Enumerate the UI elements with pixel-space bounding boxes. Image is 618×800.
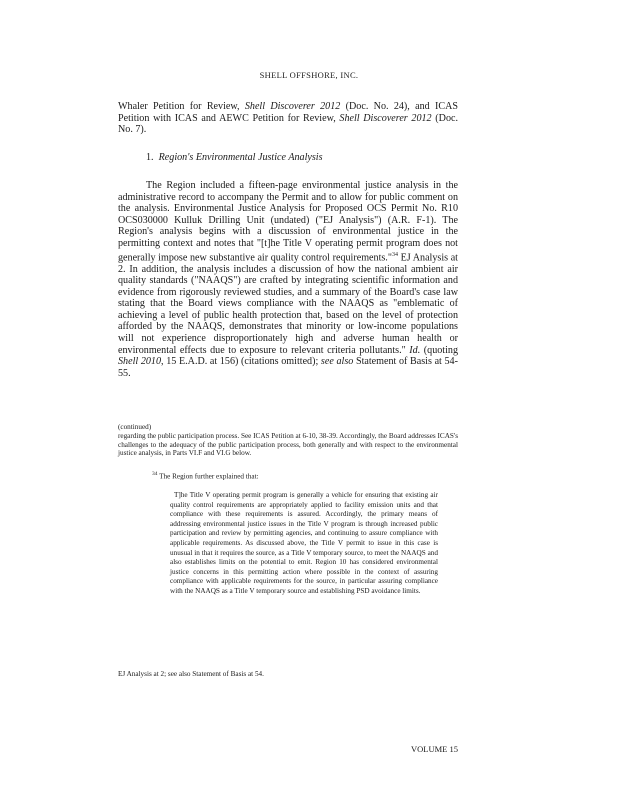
running-head: SHELL OFFSHORE, INC. [259,70,359,80]
see-also-signal: see also [320,356,354,368]
section-title: Region's Environmental Justice Analysis [158,152,323,163]
footnote-34-intro [152,470,452,481]
footnote-34-blockquote: T]he Title V operating permit program is generally a vehicle for ensuring that existing air quality control requirements are appropriately applied to facility emission units and that compliance with these requirements is assured. Accordingly, the primary means of addressing environmental justice issues in the Title V program is through increased public participation and review by permitting agencies, and continuing to assure compliance with applicable requirements. As discussed above, the Title V permit to issue in this case is unusual in that it requires the source, as a Title V temporary source, to meet the NAAQS and also establishes limits on the potential to emit. Region 10 has considered environmental justice concerns in this permitting action where possible in the context of assuring compliance with applicable requirements for the source, in particular assuring compliance with the NAAQS as a Title V temporary source and establishing PSD avoidance limits. [170,491,438,595]
case-name: Shell Discoverer 2012 [244,101,341,112]
paragraph-text-1: The Region included a fifteen-page environmental justice analysis in the administrative record to accompany the Permit and to allow for public comment on the analysis. Environmental Justice Analysis for Proposed OCS Permit No. R10 OCS030000 Kulluk Drilling Unit (undated) ("EJ Analysis") (A.R. F-1). The Region's analysis begins with a discussion of environmental justice in the permitting context and notes that "[t]he Title V operating permit program does not generally impose new substantive air quality control requirements." [118,180,458,263]
footnote-continued-text: regarding the public participation process. See ICAS Petition at 6-10, 38-39. Accordingly, the Board addresses ICAS's challenges to the adequacy of the public participation process, both generally and with respect to the environmental justice analysis, in Parts VI.F and VI.G below. [118,432,458,458]
paragraph-text-4: , 15 E.A.D. at 156) (citations omitted); [161,356,321,368]
intro-text-2: (Doc. No. 24), and ICAS Petition with ICAS and AEWC Petition for Review, [118,101,459,124]
intro-text-1: Whaler Petition for Review, [118,101,245,112]
case-name: Shell Discoverer 2012 [339,112,432,124]
footnote-continued-label: (continued) [118,423,152,431]
footnote-ref: 34 [391,251,398,258]
footnote-number: 34 [152,471,158,477]
body-paragraph [118,180,458,379]
id-signal: Id. [409,344,421,356]
volume-number: VOLUME 15 [411,744,458,754]
footnote-34-citation: EJ Analysis at 2; see also Statement of Basis at 54. [118,670,264,678]
section-heading [146,152,466,163]
intro-paragraph [118,101,458,136]
paragraph-text-5: Statement of Basis at 54-55. [118,356,458,379]
section-number: 1. [146,152,154,163]
footnote-34-intro-text: The Region further explained that: [159,472,259,481]
paragraph-text-3: (quoting [420,344,458,356]
paragraph-text-2: EJ Analysis at 2. In addition, the analysis includes a discussion of how the national ambient air quality standards ("NAAQS") are crafted by integrating scientific information and evidence from rigorously reviewed studies, and a summary of the Board's case law stating that the Board views compliance with the NAAQS as "emblematic of achieving a level of public health protection that, based on the level of protection afforded by the NAAQS, demonstrates that minority or low-income populations will not experience disproportionately high and adverse human health or environmental effects due to exposure to relevant criteria pollutants." [118,251,458,356]
case-name: Shell 2010 [118,356,162,368]
intro-text-3: (Doc. No. 7). [118,112,458,136]
